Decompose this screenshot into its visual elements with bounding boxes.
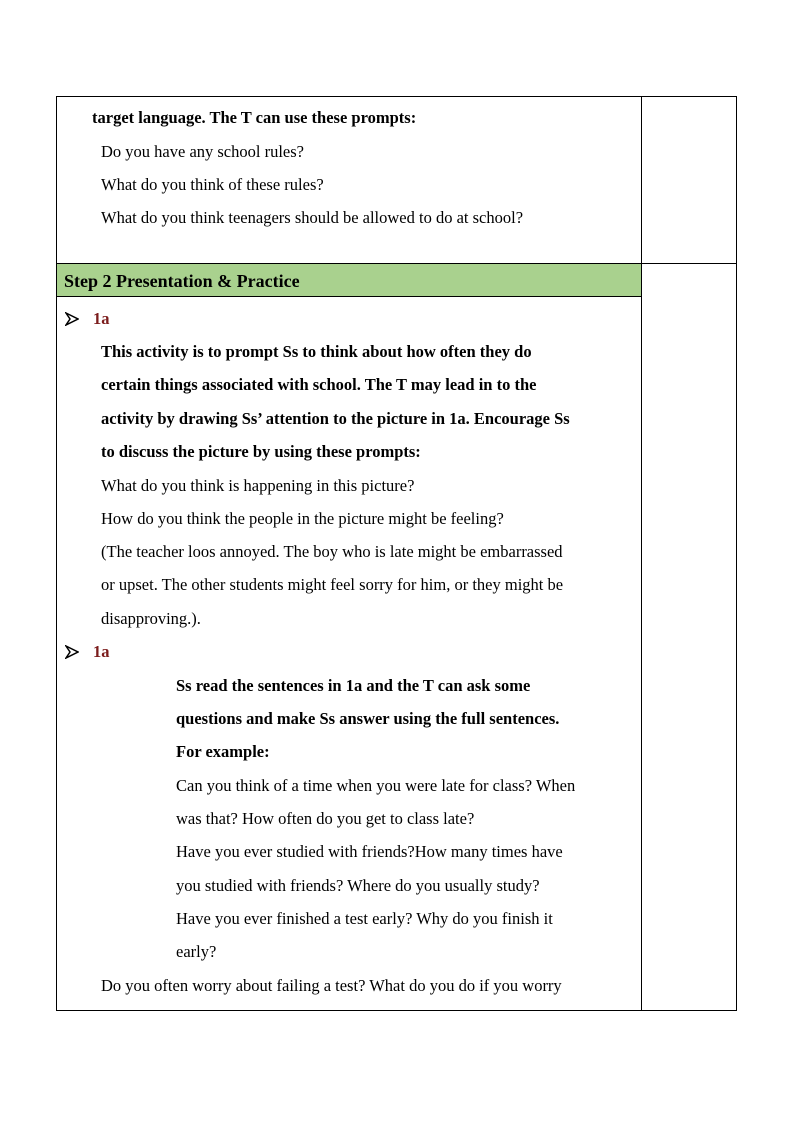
item1-bold-line-2: certain things associated with school. The T may lead in to the bbox=[101, 375, 537, 394]
item2-last-line: Do you often worry about failing a test? What do you do if you worry bbox=[101, 976, 562, 995]
item1-line-5: disapproving.). bbox=[101, 609, 201, 628]
item1-line-4: or upset. The other students might feel sorry for him, or they might be bbox=[101, 575, 564, 594]
item2-line-2: was that? How often do you get to class late? bbox=[176, 809, 475, 828]
step2-header bbox=[57, 264, 641, 297]
top-line-3: What do you think of these rules? bbox=[101, 175, 324, 194]
top-line-4: What do you think teenagers should be allowed to do at school? bbox=[101, 208, 524, 227]
column-divider bbox=[641, 97, 642, 1010]
item2-bold-line-2: questions and make Ss answer using the full sentences. bbox=[176, 709, 560, 728]
lesson-plan-table bbox=[56, 96, 737, 1011]
step2-header-title: Step 2 Presentation & Practice bbox=[64, 271, 300, 291]
item1-line-1: What do you think is happening in this picture? bbox=[101, 476, 415, 495]
arrow-bullet-icon bbox=[65, 312, 79, 326]
item1-bold-line-3: activity by drawing Ss’ attention to the picture in 1a. Encourage Ss bbox=[101, 409, 570, 428]
top-line-2: Do you have any school rules? bbox=[101, 142, 304, 161]
item1-line-2: How do you think the people in the picture might be feeling? bbox=[101, 509, 504, 528]
top-line-1: target language. The T can use these prompts: bbox=[92, 108, 417, 127]
item1-bold-line-1: This activity is to prompt Ss to think about how often they do bbox=[101, 342, 532, 361]
item2-label: 1a bbox=[93, 642, 110, 661]
item2-line-3: Have you ever studied with friends?How many times have bbox=[176, 842, 563, 861]
item2-line-6: early? bbox=[176, 942, 217, 961]
item2-bold-line-3: For example: bbox=[176, 742, 270, 761]
item2-line-5: Have you ever finished a test early? Why do you finish it bbox=[176, 909, 553, 928]
item1-line-3: (The teacher loos annoyed. The boy who is late might be embarrassed bbox=[101, 542, 563, 561]
item2-bold-line-1: Ss read the sentences in 1a and the T can ask some bbox=[176, 676, 531, 695]
arrow-bullet-icon bbox=[65, 645, 79, 659]
item1-bold-line-4: to discuss the picture by using these prompts: bbox=[101, 442, 421, 461]
item1-label: 1a bbox=[93, 309, 110, 328]
item2-line-1: Can you think of a time when you were late for class? When bbox=[176, 776, 576, 795]
item2-line-4: you studied with friends? Where do you usually study? bbox=[176, 876, 540, 895]
